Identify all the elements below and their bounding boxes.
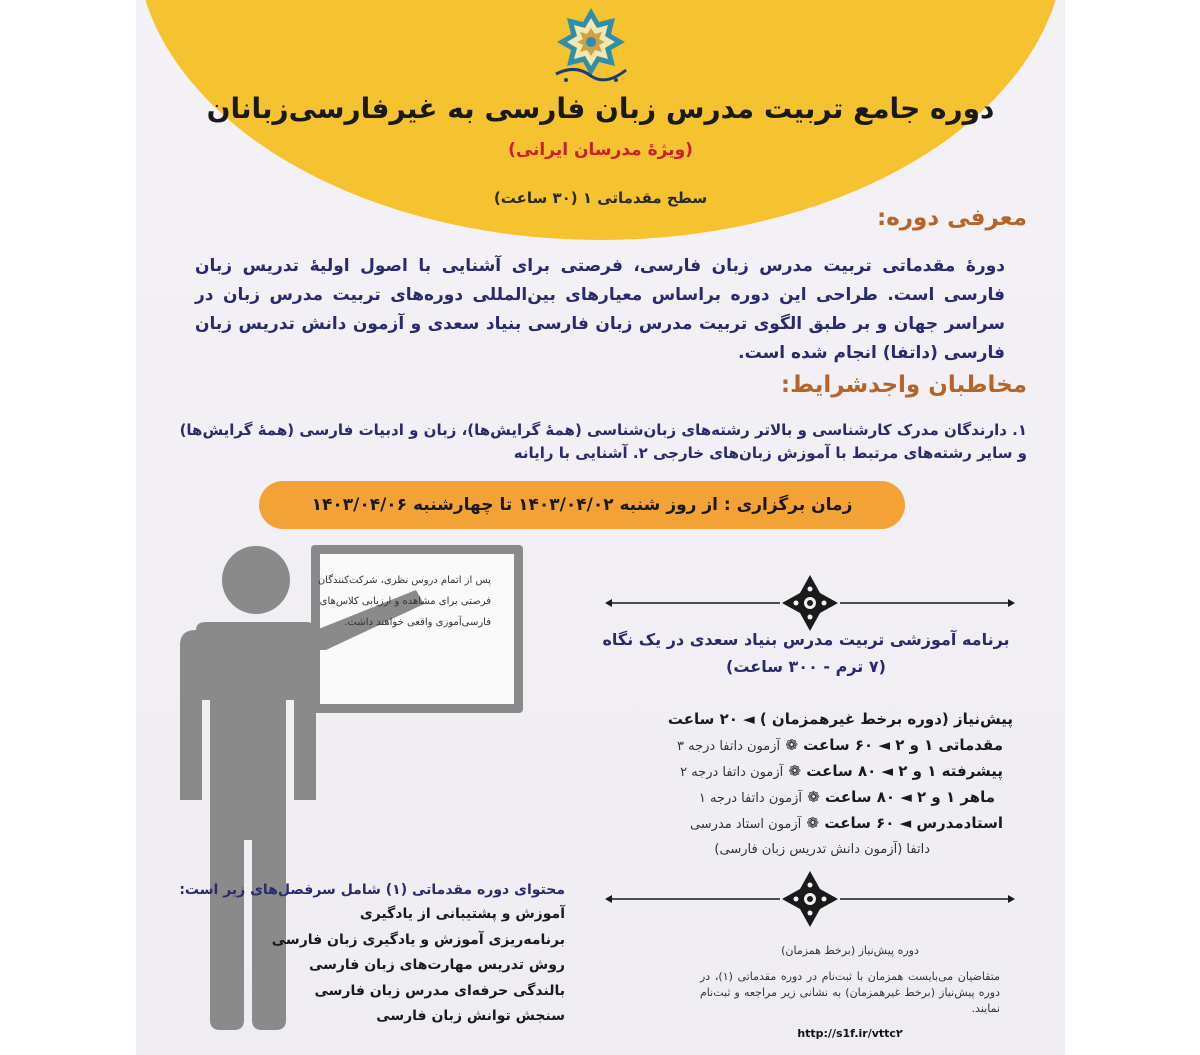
content-block	[145, 882, 565, 1030]
prereq-title: دوره پیش‌نیاز (برخط همزمان)	[781, 944, 919, 957]
schedule-text: زمان برگزاری : از روز شنبه ۱۴۰۳/۰۴/۰۲ تا چهارشنبه ۱۴۰۳/۰۴/۰۶	[311, 495, 853, 515]
program-row: ماهر ۱ و ۲ ◄ ۸۰ ساعت ❁ آزمون داتفا درجه ۱	[698, 788, 995, 806]
prereq-url[interactable]: http://s1f.ir/vttc۲	[797, 1027, 903, 1040]
program-row: استادمدرس ◄ ۶۰ ساعت ❁ آزمون استاد مدرسی	[689, 814, 1003, 832]
audience-heading: مخاطبان واجدشرایط:	[780, 372, 1027, 398]
prereq-block	[700, 944, 1000, 1040]
program-title: برنامه آموزشی تربیت مدرس بنیاد سعدی در یک نگاه	[602, 630, 1010, 649]
audience-line-1: ۱. دارندگان مدرک کارشناسی و بالاتر رشته‌های زبان‌شناسی (همۀ گرایش‌ها)، زبان و ادبیات فارسی (همۀ گرایش‌ها)	[179, 421, 1027, 439]
bullet-icon: ❁	[807, 788, 820, 806]
saadi-foundation-logo	[536, 4, 646, 86]
bullet-icon: ❁	[788, 762, 802, 780]
bullet-icon: ❁	[806, 814, 820, 832]
intro-body: دورۀ مقدماتی تربیت مدرس زبان فارسی، فرصتی برای آشنایی با اصول اولیۀ تدریس زبان فارسی است. طراحی این دوره براساس معیارهای بین‌المللی دوره‌های تربیت مدرس زبان در سراسر جهان و بر طبق الگوی تربیت مدرس زبان فارسی بنیاد سعدی و آزمون دانش تدریس زبان فارسی (داتفا) انجام شده است.	[195, 256, 1005, 363]
prereq-body: متقاضیان می‌بایست همزمان با ثبت‌نام در دوره مقدماتی (۱)، در دوره پیش‌نیاز (برخط غیرهمزمان) به نشانی زیر مراجعه و ثبت‌نام نمایند.	[700, 970, 1000, 1015]
ornament-divider-icon	[600, 868, 1020, 930]
program-list	[573, 706, 1013, 836]
ornament-divider-icon	[600, 572, 1020, 634]
program-row: مقدماتی ۱ و ۲ ◄ ۶۰ ساعت ❁ آزمون داتفا درجه ۳	[677, 736, 1003, 754]
course-level: سطح مقدماتی ۱ (۳۰ ساعت)	[493, 189, 708, 207]
program-row: پیشرفته ۱ و ۲ ◄ ۸۰ ساعت ❁ آزمون داتفا درجه ۲	[680, 762, 1003, 780]
program-subtitle: (۷ ترم - ۳۰۰ ساعت)	[726, 657, 886, 676]
bullet-icon: ❁	[785, 736, 798, 754]
intro-heading: معرفی دوره:	[877, 205, 1027, 231]
program-row: پیش‌نیاز (دوره برخط غیرهمزمان ) ◄ ۲۰ ساعت	[667, 710, 1013, 728]
list-item: بالندگی حرفه‌ای مدرس زبان فارسی	[314, 982, 565, 999]
list-item: روش تدریس مهارت‌های زبان فارسی	[308, 957, 565, 973]
list-item: سنجش توانش زبان فارسی	[376, 1008, 565, 1024]
list-item: برنامه‌ریزی آموزش و یادگیری زبان فارسی	[271, 931, 565, 948]
page-title: دوره جامع تربیت مدرس زبان فارسی به غیرفارسی‌زبانان	[206, 92, 995, 125]
list-item: آموزش و پشتیبانی از یادگیری	[359, 906, 565, 922]
poster	[136, 0, 1065, 1055]
content-title: محتوای دوره مقدماتی (۱) شامل سرفصل‌های زیر است:	[179, 882, 565, 898]
board-text: پس از اتمام دروس نظری، شرکت‌کنندگان فرصتی برای مشاهده و ارزیابی کلاس‌های فارسی‌آموزی واقعی خواهند داشت.	[317, 575, 491, 628]
audience-line-2: و سایر رشته‌های مرتبط با آموزش زبان‌های خارجی ۲. آشنایی با رایانه	[513, 444, 1027, 462]
datfa-note: داتفا (آزمون دانش تدریس زبان فارسی)	[714, 842, 930, 857]
page-subtitle: (ویژۀ مدرسان ایرانی)	[508, 140, 693, 160]
